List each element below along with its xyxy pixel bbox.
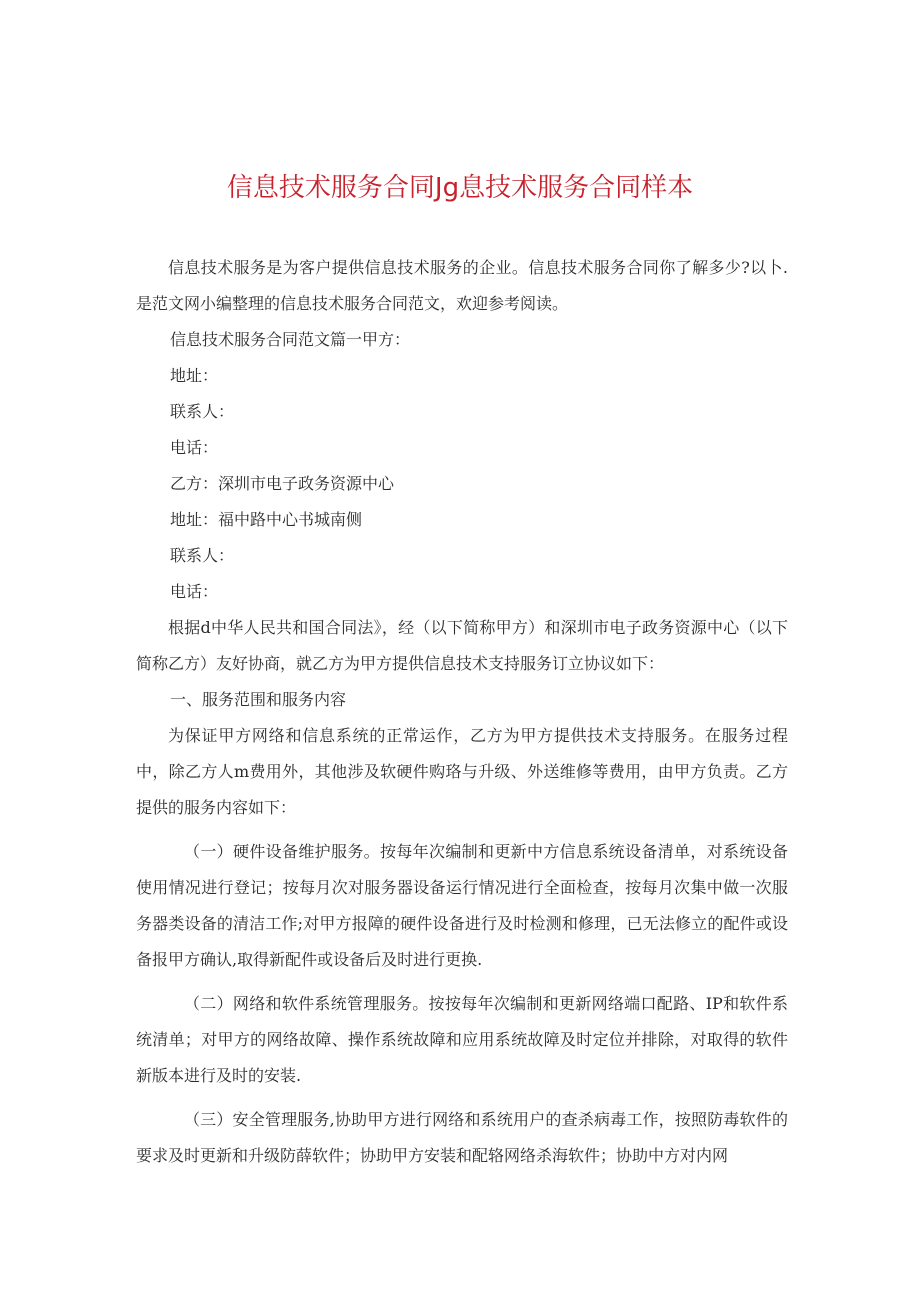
contract-heading-party-a: 信息技术服务合同范文篇一甲方： xyxy=(170,330,411,349)
document-body xyxy=(136,250,788,1174)
service-scope-paragraph: 为保证甲方网络和信息系统的正常运作，乙方为甲方提供技术支持服务。在服务过程中，除乙方人m费用外，其他涉及软硬件购珞与升级、外送维修等费用，由甲方负责。乙方提供的服务内容如下： xyxy=(136,726,788,817)
party-a-address: 地址： xyxy=(170,366,219,385)
party-b-contact: 联系人： xyxy=(170,546,235,565)
service-item-security: （三）安全管理服务,协助甲方进行网络和系统用户的查杀病毒工作，按照防毒软件的要求及时更新和升级防薛软件；协助甲方安装和配辂网络杀海软件；协助中方对内网 xyxy=(136,1110,788,1165)
document-title: 信息技术服务合同Jg息技术服务合同样本 xyxy=(226,173,694,203)
agreement-preamble: 根据d中华人民共和国合同法》，经（以下简称甲方）和深圳市电子政务资源中心（以下简称乙方）友好协商，就乙方为甲方提供信息技术支持服务订立协议如下： xyxy=(136,618,788,673)
party-b-address: 地址：福中路中心书城南侧 xyxy=(170,510,363,529)
intro-paragraph: 信息技术服务是为客户提供信息技术服务的企业。信息技术服务合同你了解多少?以卜.是范文网小编整理的信息技术服务合同范文，欢迎参考阅读。 xyxy=(136,258,788,313)
party-a-contact: 联系人： xyxy=(170,402,235,421)
party-a-phone: 电话： xyxy=(170,438,219,457)
party-b-phone: 电话： xyxy=(170,582,219,601)
party-b-name: 乙方：深圳市电子政务资源中心 xyxy=(170,474,395,493)
service-item-hardware: （一）硬件设备维护服务。按每年次编制和更新中方信息系统设备清单，对系统设备使用情况进行登记；按每月次对服务器设备运行情况进行全面检查，按每月次集中做一次服务器类设备的清洁工作;对甲方报障的硬件设备进行及时检测和修理，已无法修立的配件或设备报甲方确认,取得新配件或设备后及时进行更换. xyxy=(136,842,788,969)
service-item-network-software: （二）网络和软件系统管理服务。按按每年次编制和更新网络端口配路、IP和软件系统清单；对甲方的网络故障、操作系统故障和应用系统故障及时定位并排除，对取得的软件新版本进行及时的安装. xyxy=(136,994,788,1085)
section-heading-service-scope: 一、服务范围和服务内容 xyxy=(170,690,347,709)
